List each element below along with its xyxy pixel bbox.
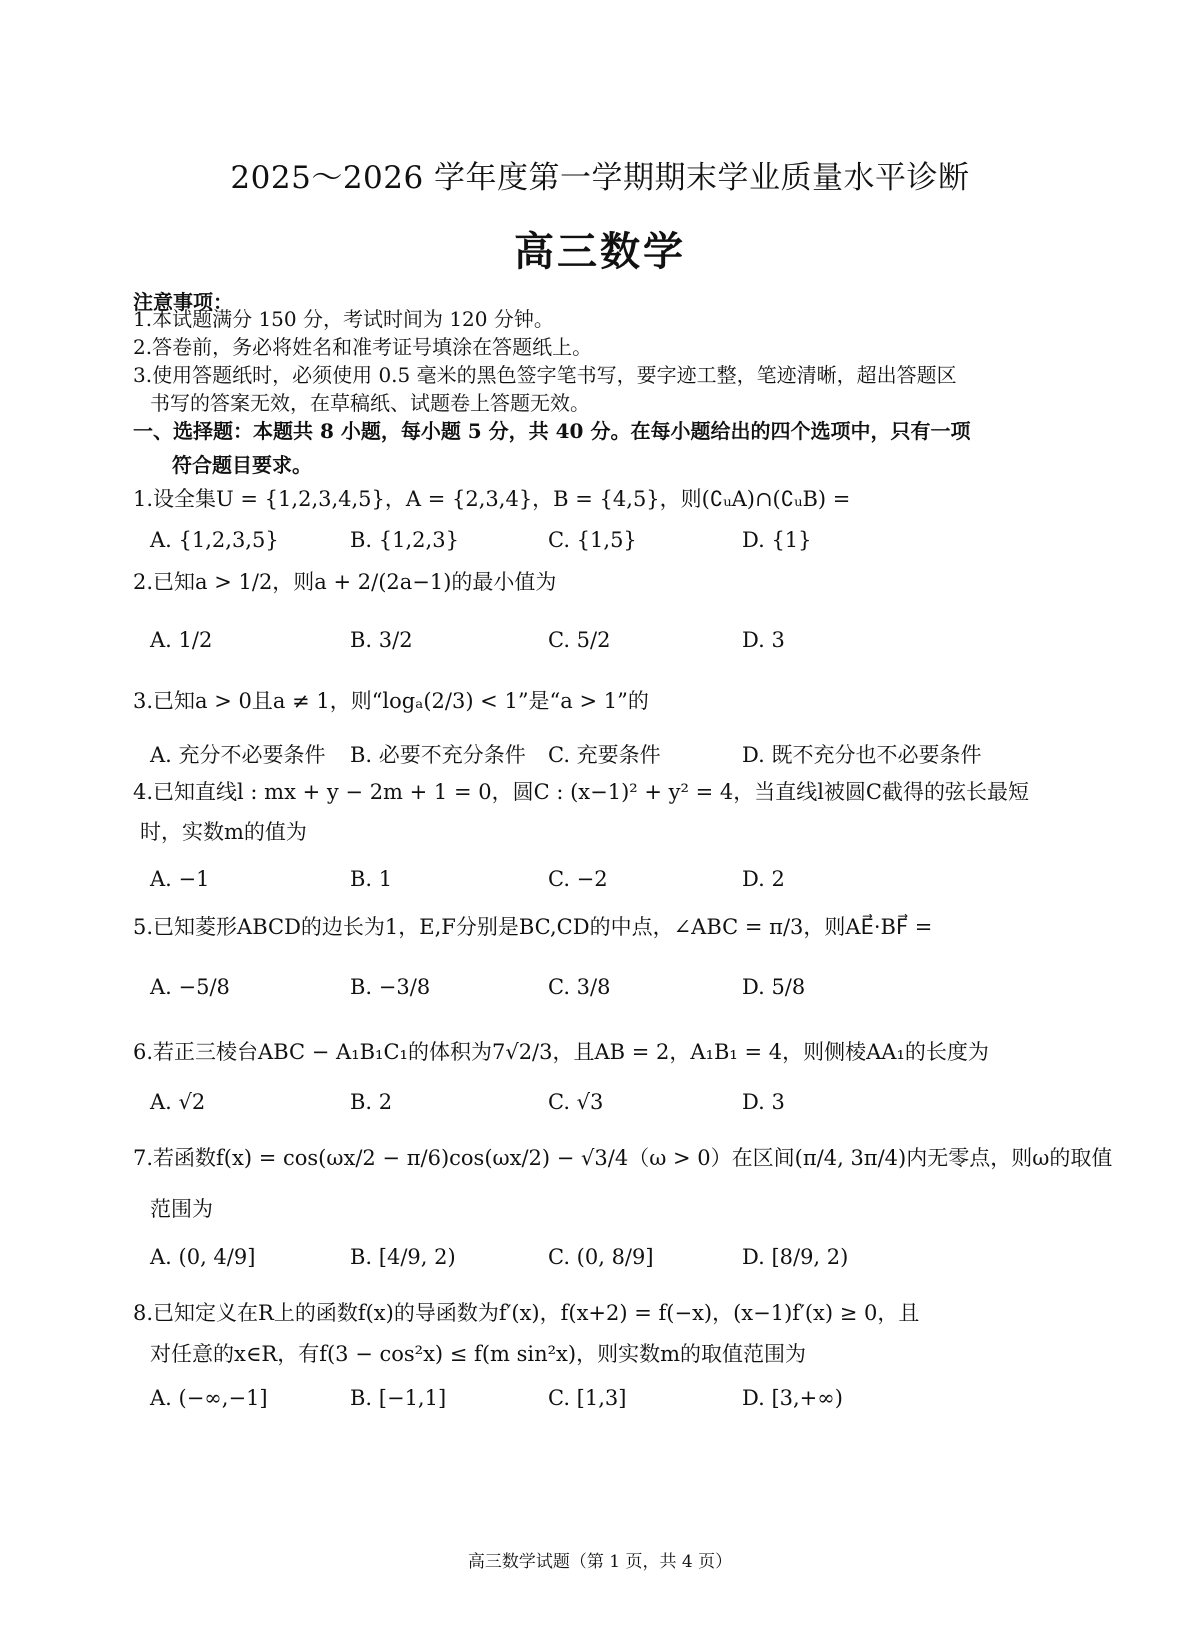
q6-option-a: A. √2: [150, 1090, 206, 1114]
q6-option-b: B. 2: [350, 1090, 393, 1114]
q2-option-c: C. 5/2: [548, 628, 611, 652]
note-item: 1.本试题满分 150 分，考试时间为 120 分钟。: [133, 307, 554, 331]
q5-option-c: C. 3/8: [548, 975, 611, 999]
q7-option-b: B. [4/9, 2): [350, 1245, 456, 1269]
q2-option-b: B. 3/2: [350, 628, 413, 652]
q8-option-c: C. [1,3]: [548, 1386, 627, 1410]
q5-option-d: D. 5/8: [742, 975, 806, 999]
q8-option-d: D. [3,+∞): [742, 1386, 843, 1410]
q1-option-a: A. {1,2,3,5}: [150, 528, 279, 552]
q4-option-a: A. −1: [150, 867, 210, 891]
q3-option-c: C. 充要条件: [548, 743, 661, 767]
q8-option-b: B. [−1,1]: [350, 1386, 447, 1410]
question-2-stem: 2.已知a > 1/2，则a + 2/(2a−1)的最小值为: [133, 570, 557, 594]
question-4-stem-cont: 时，实数m的值为: [140, 820, 307, 844]
question-7-stem-cont: 范围为: [150, 1197, 213, 1221]
question-3-stem: 3.已知a > 0且a ≠ 1，则“logₐ(2/3) < 1”是“a > 1”的: [133, 689, 649, 713]
q6-option-d: D. 3: [742, 1090, 785, 1114]
q1-option-b: B. {1,2,3}: [350, 528, 459, 552]
question-6-stem: 6.若正三棱台ABC − A₁B₁C₁的体积为7√2/3，且AB = 2，A₁B₁ = 4，则侧棱AA₁的长度为: [133, 1040, 989, 1064]
q4-option-c: C. −2: [548, 867, 608, 891]
q7-option-c: C. (0, 8/9]: [548, 1245, 654, 1269]
section-heading-cont: 符合题目要求。: [172, 453, 312, 477]
question-5-stem: 5.已知菱形ABCD的边长为1，E,F分别是BC,CD的中点，∠ABC = π/3，则AE⃗·BF⃗ =: [133, 915, 933, 939]
question-8-stem: 8.已知定义在R上的函数f(x)的导函数为f′(x)，f(x+2) = f(−x)，(x−1)f′(x) ≥ 0，且: [133, 1301, 920, 1325]
q7-option-d: D. [8/9, 2): [742, 1245, 849, 1269]
question-1-stem: 1.设全集U = {1,2,3,4,5}，A = {2,3,4}，B = {4,5}，则(∁ᵤA)∩(∁ᵤB) =: [133, 487, 851, 511]
question-4-stem: 4.已知直线l : mx + y − 2m + 1 = 0，圆C : (x−1)² + y² = 4，当直线l被圆C截得的弦长最短: [133, 780, 1029, 804]
subject-title: 高三数学: [514, 228, 686, 275]
q3-option-a: A. 充分不必要条件: [150, 743, 326, 767]
q4-option-b: B. 1: [350, 867, 393, 891]
note-item: 书写的答案无效，在草稿纸、试题卷上答题无效。: [150, 391, 590, 415]
q2-option-d: D. 3: [742, 628, 785, 652]
q3-option-b: B. 必要不充分条件: [350, 743, 526, 767]
q2-option-a: A. 1/2: [150, 628, 213, 652]
q7-option-a: A. (0, 4/9]: [150, 1245, 256, 1269]
q5-option-b: B. −3/8: [350, 975, 431, 999]
q5-option-a: A. −5/8: [150, 975, 230, 999]
exam-title-line: 2025～2026 学年度第一学期期末学业质量水平诊断: [230, 160, 970, 196]
question-8-stem-cont: 对任意的x∈R，有f(3 − cos²x) ≤ f(m sin²x)，则实数m的取值范围为: [150, 1342, 806, 1366]
question-7-stem: 7.若函数f(x) = cos(ωx/2 − π/6)cos(ωx/2) − √3/4（ω > 0）在区间(π/4, 3π/4)内无零点，则ω的取值: [133, 1146, 1113, 1170]
q6-option-c: C. √3: [548, 1090, 604, 1114]
q1-option-d: D. {1}: [742, 528, 812, 552]
q3-option-d: D. 既不充分也不必要条件: [742, 743, 982, 767]
note-item: 2.答卷前，务必将姓名和准考证号填涂在答题纸上。: [133, 335, 593, 359]
q4-option-d: D. 2: [742, 867, 785, 891]
section-heading: 一、选择题：本题共 8 小题，每小题 5 分，共 40 分。在每小题给出的四个选项中，只有一项: [133, 419, 971, 443]
notes-title: 注意事项：: [133, 290, 233, 314]
page-footer: 高三数学试题（第 1 页，共 4 页）: [467, 1552, 733, 1572]
q8-option-a: A. (−∞,−1]: [150, 1386, 268, 1410]
note-item: 3.使用答题纸时，必须使用 0.5 毫米的黑色签字笔书写，要字迹工整，笔迹清晰，超出答题区: [133, 363, 957, 387]
q1-option-c: C. {1,5}: [548, 528, 637, 552]
